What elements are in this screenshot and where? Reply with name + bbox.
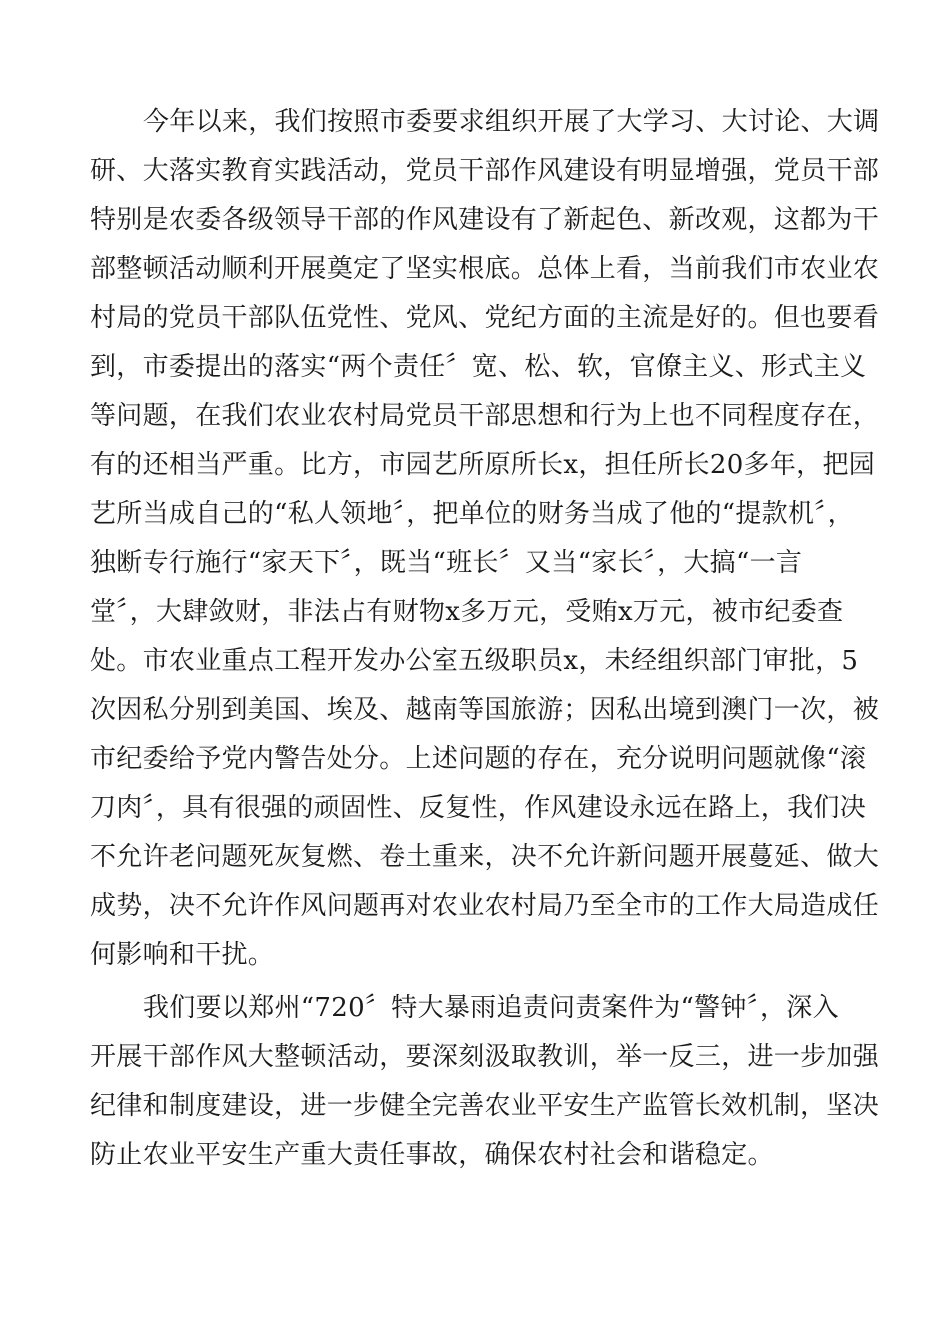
text-line: 不允许老问题死灰复燃、卷土重来，决不允许新问题开展蔓延、做大 (90, 842, 880, 872)
text-line: 研、大落实教育实践活动，党员干部作风建设有明显增强，党员干部 (90, 156, 880, 186)
text-line: 部整顿活动顺利开展奠定了坚实根底。总体上看，当前我们市农业农 (90, 254, 880, 284)
text-line: 有的还相当严重。比方，市园艺所原所长x，担任所长20多年，把园 (90, 450, 876, 480)
text-line: 处。市农业重点工程开发办公室五级职员x，未经组织部门审批，5 (90, 646, 859, 676)
text-line: 刀肉〞，具有很强的顽固性、反复性，作风建设永远在路上，我们决 (90, 793, 867, 823)
text-line: 防止农业平安生产重大责任事故，确保农村社会和谐稳定。 (90, 1140, 774, 1170)
paragraph-2 (90, 984, 880, 1180)
paragraph-1 (90, 98, 880, 980)
text-line: 市纪委给予党内警告处分。上述问题的存在，充分说明问题就像“滚 (90, 744, 867, 774)
text-line: 今年以来，我们按照市委要求组织开展了大学习、大讨论、大调 (143, 107, 880, 137)
body-text (90, 98, 880, 1180)
text-line: 独断专行施行“家天下〞，既当“班长〞又当“家长〞，大搞“一言 (90, 548, 803, 578)
text-line: 特别是农委各级领导干部的作风建设有了新起色、新改观，这都为干 (90, 205, 880, 235)
text-line: 我们要以郑州“720〞特大暴雨追责问责案件为“警钟〞，深入 (143, 993, 839, 1023)
text-line: 次因私分别到美国、埃及、越南等国旅游；因私出境到澳门一次，被 (90, 695, 880, 725)
text-line: 堂〞，大肆敛财，非法占有财物x多万元，受贿x万元，被市纪委查 (90, 597, 844, 627)
text-line: 成势，决不允许作风问题再对农业农村局乃至全市的工作大局造成任 (90, 891, 880, 921)
text-line: 纪律和制度建设，进一步健全完善农业平安生产监管长效机制，坚决 (90, 1091, 880, 1121)
text-line: 何影响和干扰。 (90, 940, 275, 970)
text-line: 到，市委提出的落实“两个责任〞宽、松、软，官僚主义、形式主义 (90, 352, 867, 382)
text-line: 等问题，在我们农业农村局党员干部思想和行为上也不同程度存在， (90, 401, 880, 431)
text-line: 村局的党员干部队伍党性、党风、党纪方面的主流是好的。但也要看 (90, 303, 880, 333)
text-line: 艺所当成自己的“私人领地〞，把单位的财务当成了他的“提款机〞， (90, 499, 854, 529)
text-line: 开展干部作风大整顿活动，要深刻汲取教训，举一反三，进一步加强 (90, 1042, 880, 1072)
